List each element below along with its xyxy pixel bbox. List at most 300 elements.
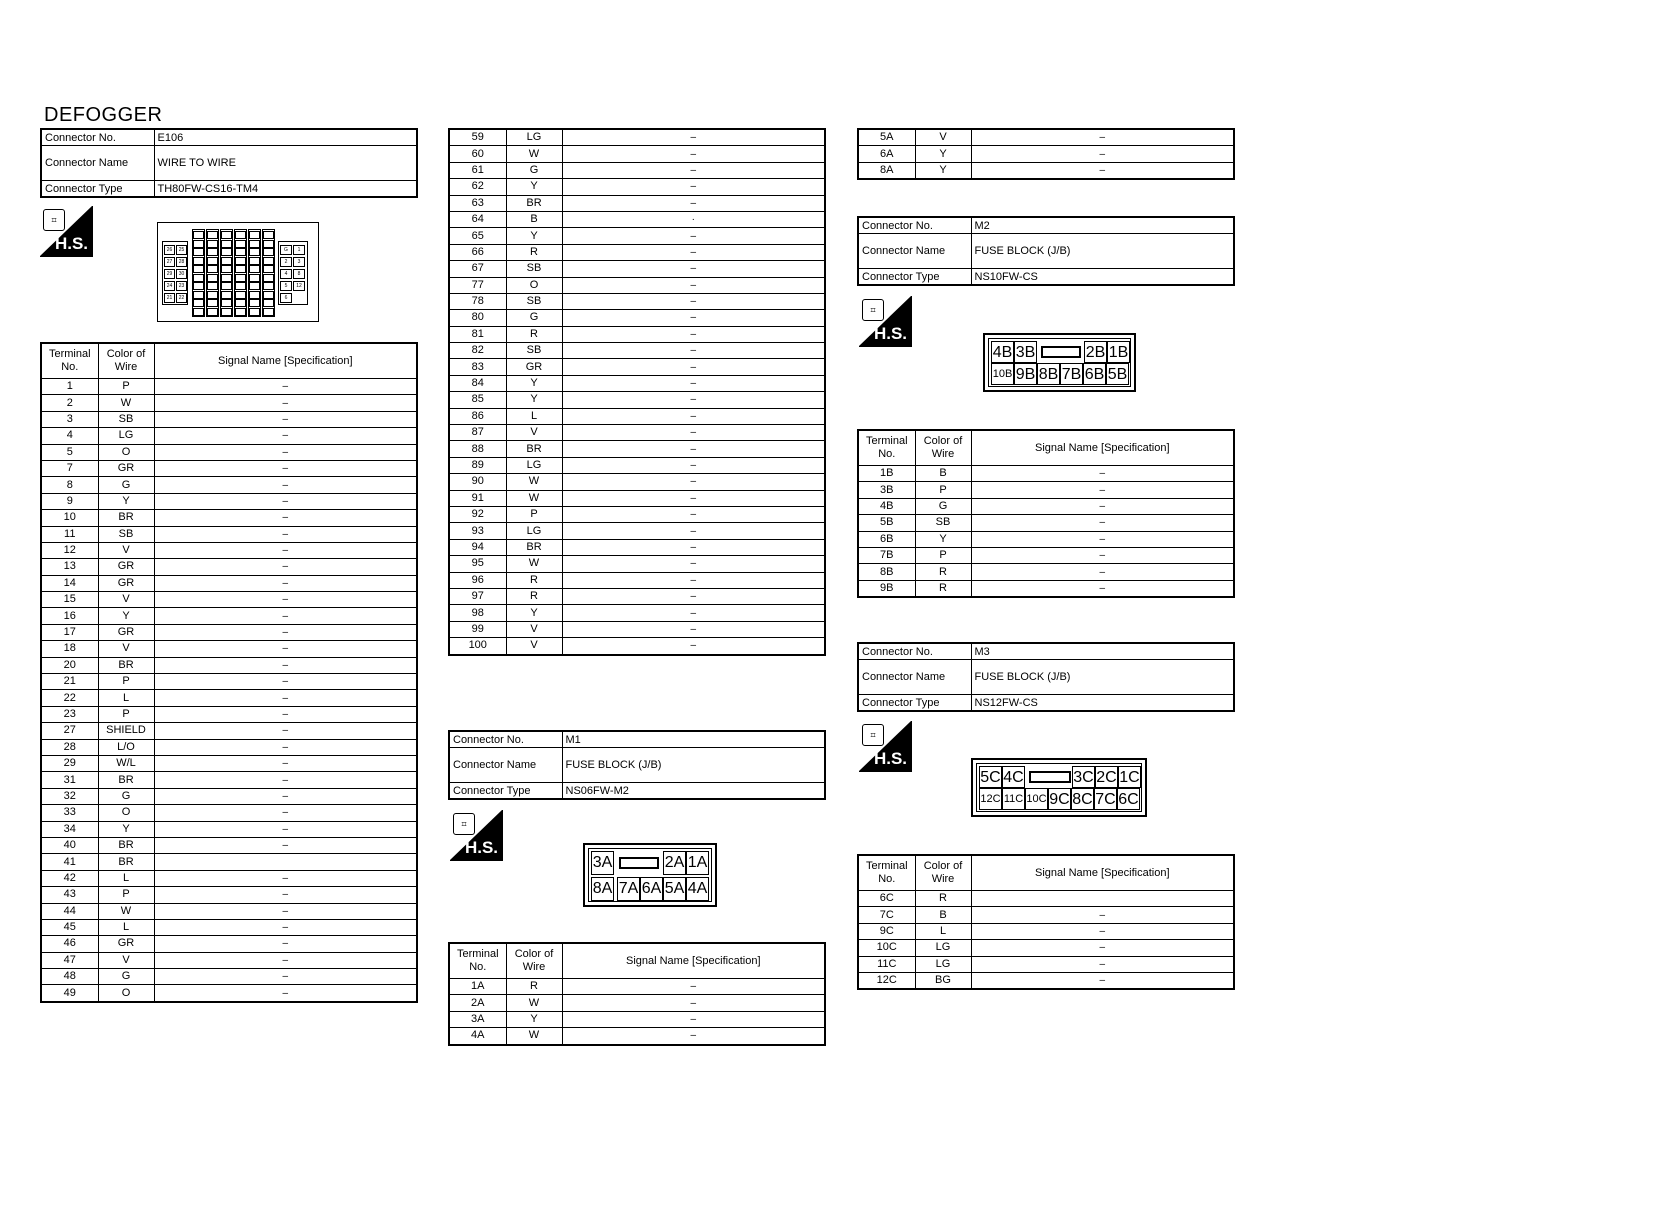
terminal-no-cell: 8B xyxy=(858,564,915,580)
signal-name-cell: – xyxy=(971,972,1234,989)
wire-color-cell: P xyxy=(98,706,154,722)
connector-pin xyxy=(207,291,218,299)
e106-connector-face xyxy=(157,222,319,322)
connector-pin: 3C xyxy=(1072,766,1095,788)
terminal-no-cell: 10 xyxy=(41,510,98,526)
table-row xyxy=(858,564,1234,580)
wire-color-cell: L xyxy=(506,408,562,424)
table-row xyxy=(449,539,825,555)
table-row xyxy=(449,244,825,260)
connector-pin: 25 xyxy=(176,245,187,255)
wire-color-cell: W xyxy=(506,995,562,1011)
connector-pin xyxy=(193,240,204,248)
table-row xyxy=(449,995,825,1011)
terminal-no-cell: 61 xyxy=(449,162,506,178)
connector-no-value: E106 xyxy=(154,129,417,146)
terminal-no-cell: 1B xyxy=(858,466,915,482)
wire-color-cell: W xyxy=(506,556,562,572)
signal-name-cell: – xyxy=(971,129,1234,146)
wire-color-cell: LG xyxy=(915,940,971,956)
table-row xyxy=(41,477,417,493)
signal-name-cell: – xyxy=(154,428,417,444)
table-row xyxy=(41,919,417,935)
table-row xyxy=(449,129,825,146)
wire-color-cell: R xyxy=(915,891,971,907)
wire-color-cell: BG xyxy=(915,972,971,989)
wire-color-cell: R xyxy=(506,244,562,260)
table-row xyxy=(41,526,417,542)
table-row xyxy=(858,498,1234,514)
wire-color-cell: O xyxy=(98,805,154,821)
connector-pin xyxy=(207,240,218,248)
wire-color-cell: V xyxy=(98,952,154,968)
signal-name-cell: – xyxy=(562,425,825,441)
table-row xyxy=(449,228,825,244)
signal-name-cell: – xyxy=(154,510,417,526)
table-row xyxy=(41,903,417,919)
connector-pin: 4B xyxy=(991,341,1014,363)
signal-name-cell: – xyxy=(562,1028,825,1045)
connector-pin: 8C xyxy=(1071,788,1094,810)
table-row xyxy=(449,343,825,359)
terminal-no-header: Terminal No. xyxy=(858,855,915,891)
wire-color-cell: R xyxy=(915,580,971,597)
table-row xyxy=(449,310,825,326)
wire-color-cell: W xyxy=(98,903,154,919)
connector-pin: 23 xyxy=(176,281,187,291)
m1-info-table xyxy=(448,730,826,800)
signal-name-cell: – xyxy=(562,343,825,359)
connector-pin: 12 xyxy=(293,281,305,291)
wire-color-cell: GR xyxy=(98,624,154,640)
table-row xyxy=(449,195,825,211)
table-row xyxy=(449,441,825,457)
connector-pin xyxy=(221,248,232,256)
connector-pin xyxy=(207,257,218,265)
signal-name-cell: – xyxy=(562,310,825,326)
terminal-no-cell: 3 xyxy=(41,411,98,427)
connector-pin: 24 xyxy=(164,281,175,291)
connector-pin xyxy=(263,257,274,265)
terminal-no-cell: 9 xyxy=(41,493,98,509)
connector-pin: 4C xyxy=(1002,766,1025,788)
wire-color-cell: G xyxy=(915,498,971,514)
table-row xyxy=(858,972,1234,989)
wire-color-cell: O xyxy=(506,277,562,293)
signal-name-cell: – xyxy=(154,788,417,804)
signal-name-cell: – xyxy=(562,1011,825,1027)
connector-pin xyxy=(249,231,260,239)
terminal-no-cell: 7 xyxy=(41,460,98,476)
terminal-no-cell: 83 xyxy=(449,359,506,375)
table-row xyxy=(449,474,825,490)
connector-pin xyxy=(235,291,246,299)
table-row xyxy=(41,739,417,755)
wire-color-cell: LG xyxy=(506,457,562,473)
connector-pin xyxy=(193,282,204,290)
signal-name-cell: – xyxy=(562,506,825,522)
signal-name-cell: – xyxy=(154,887,417,903)
wire-color-cell: V xyxy=(506,425,562,441)
terminal-no-header: Terminal No. xyxy=(449,943,506,979)
connector-pin: 30 xyxy=(176,269,187,279)
wire-color-cell: P xyxy=(506,506,562,522)
wire-color-cell: G xyxy=(506,162,562,178)
wire-color-cell: Y xyxy=(506,375,562,391)
signal-name-cell: – xyxy=(154,477,417,493)
signal-name-cell: – xyxy=(562,523,825,539)
connector-pin xyxy=(207,282,218,290)
connector-pin xyxy=(263,248,274,256)
terminal-no-cell: 6C xyxy=(858,891,915,907)
wire-color-cell: W/L xyxy=(98,755,154,771)
wire-color-cell: Y xyxy=(506,605,562,621)
connector-pin: 1C xyxy=(1118,766,1141,788)
connector-type-label: Connector Type xyxy=(449,783,562,800)
table-row xyxy=(449,375,825,391)
connector-pin xyxy=(249,308,260,316)
signal-name-cell: – xyxy=(562,162,825,178)
wire-color-cell: Y xyxy=(915,162,971,179)
wire-color-cell: P xyxy=(915,482,971,498)
wire-color-cell: GR xyxy=(98,460,154,476)
connector-no-value: M1 xyxy=(562,731,825,748)
wire-color-cell: L xyxy=(915,923,971,939)
connector-name-label: Connector Name xyxy=(858,234,971,269)
signal-name-cell: – xyxy=(154,755,417,771)
terminal-no-cell: 31 xyxy=(41,772,98,788)
signal-name-cell: – xyxy=(154,985,417,1002)
table-row xyxy=(449,979,825,995)
connector-name-label: Connector Name xyxy=(449,748,562,783)
terminal-no-cell: 62 xyxy=(449,179,506,195)
connector-pin xyxy=(235,274,246,282)
connector-pin: 1 xyxy=(293,245,305,255)
terminal-no-cell: 4 xyxy=(41,428,98,444)
terminal-no-cell: 42 xyxy=(41,870,98,886)
table-row xyxy=(41,985,417,1002)
signal-name-cell: – xyxy=(154,526,417,542)
table-row xyxy=(41,690,417,706)
signal-name-cell: – xyxy=(154,706,417,722)
wire-color-cell: GR xyxy=(506,359,562,375)
signal-name-header: Signal Name [Specification] xyxy=(562,943,825,979)
signal-name-cell: – xyxy=(154,542,417,558)
terminal-no-cell: 12 xyxy=(41,542,98,558)
table-row xyxy=(858,940,1234,956)
terminal-no-cell: 45 xyxy=(41,919,98,935)
table-row xyxy=(41,460,417,476)
signal-name-cell: – xyxy=(562,995,825,1011)
connector-pin xyxy=(249,257,260,265)
table-row xyxy=(449,1028,825,1045)
connector-pin: 2C xyxy=(1095,766,1118,788)
connector-lock-slot xyxy=(1029,771,1071,783)
wire-color-cell: V xyxy=(506,621,562,637)
table-row xyxy=(858,956,1234,972)
table-row xyxy=(858,580,1234,597)
table-row xyxy=(41,706,417,722)
connector-pin: 27 xyxy=(164,257,175,267)
wire-color-cell: G xyxy=(98,969,154,985)
signal-name-cell: – xyxy=(562,228,825,244)
connector-pin xyxy=(207,308,218,316)
table-row xyxy=(41,379,417,395)
wire-color-cell: W xyxy=(506,146,562,162)
connector-lock-slot xyxy=(619,857,659,869)
table-row xyxy=(41,510,417,526)
terminal-no-cell: 1A xyxy=(449,979,506,995)
wire-color-cell: L/O xyxy=(98,739,154,755)
table-row xyxy=(449,425,825,441)
connector-pin xyxy=(249,299,260,307)
connector-pin: 10B xyxy=(991,363,1014,385)
table-row xyxy=(449,408,825,424)
terminal-no-cell: 93 xyxy=(449,523,506,539)
terminal-no-cell: 22 xyxy=(41,690,98,706)
table-row xyxy=(41,870,417,886)
connector-pin: 2A xyxy=(663,851,686,875)
connector-pin xyxy=(235,240,246,248)
table-row xyxy=(449,523,825,539)
terminal-no-cell: 4A xyxy=(449,1028,506,1045)
terminal-no-cell: 13 xyxy=(41,559,98,575)
signal-name-cell: – xyxy=(562,457,825,473)
wire-color-cell: G xyxy=(506,310,562,326)
signal-name-cell: – xyxy=(154,674,417,690)
signal-name-cell: – xyxy=(154,379,417,395)
table-row xyxy=(41,755,417,771)
terminal-no-cell: 11C xyxy=(858,956,915,972)
m2-terminal-table xyxy=(857,429,1235,598)
signal-name-header: Signal Name [Specification] xyxy=(971,855,1234,891)
connector-pin: 5B xyxy=(1106,363,1129,385)
terminal-no-cell: 20 xyxy=(41,657,98,673)
table-row xyxy=(449,457,825,473)
terminal-no-cell: 86 xyxy=(449,408,506,424)
table-row xyxy=(858,482,1234,498)
signal-name-cell: – xyxy=(154,723,417,739)
signal-name-cell: – xyxy=(562,129,825,146)
terminal-no-cell: 49 xyxy=(41,985,98,1002)
wire-color-cell: BR xyxy=(506,539,562,555)
terminal-no-cell: 27 xyxy=(41,723,98,739)
table-row xyxy=(449,490,825,506)
wire-color-cell: Y xyxy=(98,821,154,837)
connector-pin: 4 xyxy=(280,269,292,279)
wire-color-cell: LG xyxy=(98,428,154,444)
terminal-no-cell: 95 xyxy=(449,556,506,572)
connector-pin: 2B xyxy=(1084,341,1107,363)
signal-name-cell: – xyxy=(971,940,1234,956)
wire-color-cell: BR xyxy=(98,772,154,788)
terminal-no-cell: 8A xyxy=(858,162,915,179)
connector-no-label: Connector No. xyxy=(449,731,562,748)
connector-pin: 12C xyxy=(979,788,1002,810)
connector-pin xyxy=(193,257,204,265)
connector-pin xyxy=(207,231,218,239)
wire-color-cell: LG xyxy=(506,129,562,146)
connector-pin xyxy=(207,265,218,273)
terminal-no-cell: 63 xyxy=(449,195,506,211)
connector-pin: 7C xyxy=(1094,788,1117,810)
signal-name-cell: – xyxy=(562,244,825,260)
connector-pin: 6A xyxy=(640,877,663,901)
terminal-no-cell: 64 xyxy=(449,211,506,227)
wire-color-cell: O xyxy=(98,444,154,460)
wire-color-cell: P xyxy=(98,674,154,690)
connector-pin xyxy=(193,274,204,282)
connector-pin xyxy=(249,282,260,290)
signal-name-cell: – xyxy=(971,564,1234,580)
connector-pin xyxy=(221,299,232,307)
connector-pin: 22 xyxy=(176,293,187,303)
connector-plug-icon: ⌗ xyxy=(43,209,65,231)
signal-name-cell: – xyxy=(562,474,825,490)
terminal-no-cell: 46 xyxy=(41,936,98,952)
signal-name-header: Signal Name [Specification] xyxy=(154,343,417,379)
signal-name-cell: – xyxy=(971,146,1234,162)
table-row xyxy=(41,723,417,739)
connector-pin: 6C xyxy=(1117,788,1140,810)
signal-name-cell: – xyxy=(154,903,417,919)
signal-name-cell: – xyxy=(971,956,1234,972)
connector-pin: 9C xyxy=(1048,788,1071,810)
connector-pin xyxy=(221,257,232,265)
connector-pin: 21 xyxy=(164,293,175,303)
signal-name-cell: – xyxy=(562,195,825,211)
table-row xyxy=(449,359,825,375)
terminal-no-header: Terminal No. xyxy=(41,343,98,379)
signal-name-cell: – xyxy=(562,490,825,506)
terminal-no-cell: 77 xyxy=(449,277,506,293)
signal-name-cell: – xyxy=(562,179,825,195)
signal-name-cell: – xyxy=(562,408,825,424)
connector-pin: 7B xyxy=(1060,363,1083,385)
connector-lock-slot xyxy=(1041,346,1081,358)
connector-pin xyxy=(221,240,232,248)
connector-pin xyxy=(221,265,232,273)
terminal-no-cell: 100 xyxy=(449,638,506,655)
terminal-no-cell: 44 xyxy=(41,903,98,919)
wire-color-cell: SB xyxy=(98,411,154,427)
wire-color-cell: Y xyxy=(506,392,562,408)
signal-name-cell: – xyxy=(971,907,1234,923)
connector-pin xyxy=(235,308,246,316)
connector-no-label: Connector No. xyxy=(41,129,154,146)
wire-color-cell: GR xyxy=(98,936,154,952)
terminal-no-cell: 17 xyxy=(41,624,98,640)
connector-pin: 3A xyxy=(591,851,614,875)
wire-color-cell: O xyxy=(98,985,154,1002)
table-row xyxy=(41,821,417,837)
connector-pin xyxy=(249,274,260,282)
wire-color-cell: BR xyxy=(98,510,154,526)
wire-color-cell: Y xyxy=(98,608,154,624)
table-row xyxy=(449,326,825,342)
signal-name-cell: – xyxy=(154,919,417,935)
signal-name-cell: – xyxy=(154,608,417,624)
table-row xyxy=(41,952,417,968)
terminal-no-cell: 99 xyxy=(449,621,506,637)
table-row xyxy=(858,129,1234,146)
wire-color-cell: B xyxy=(915,907,971,923)
connector-name-value: WIRE TO WIRE xyxy=(154,146,417,181)
signal-name-cell: – xyxy=(154,969,417,985)
connector-pin xyxy=(221,291,232,299)
connector-pin xyxy=(235,231,246,239)
table-row xyxy=(41,444,417,460)
wire-color-cell: P xyxy=(98,887,154,903)
m1-terminal-table xyxy=(448,942,826,1046)
signal-name-cell: – xyxy=(562,572,825,588)
table-row xyxy=(449,179,825,195)
table-row xyxy=(449,588,825,604)
table-row xyxy=(41,641,417,657)
signal-name-cell: – xyxy=(971,162,1234,179)
wire-color-cell: R xyxy=(915,564,971,580)
table-row xyxy=(41,788,417,804)
terminal-no-cell: 92 xyxy=(449,506,506,522)
connector-no-value: M2 xyxy=(971,217,1234,234)
connector-pin: 1B xyxy=(1107,341,1130,363)
terminal-no-cell: 96 xyxy=(449,572,506,588)
connector-pin xyxy=(221,282,232,290)
connector-pin xyxy=(263,240,274,248)
harness-side-icon: ⌗ H.S. xyxy=(859,721,912,772)
signal-name-cell: – xyxy=(562,392,825,408)
signal-name-cell: – xyxy=(154,821,417,837)
connector-no-label: Connector No. xyxy=(858,217,971,234)
connector-pin: 8B xyxy=(1037,363,1060,385)
terminal-no-cell: 43 xyxy=(41,887,98,903)
wire-color-cell: L xyxy=(98,870,154,886)
signal-name-cell: – xyxy=(154,952,417,968)
terminal-no-cell: 91 xyxy=(449,490,506,506)
table-row xyxy=(858,162,1234,179)
terminal-no-cell: 47 xyxy=(41,952,98,968)
connector-pin xyxy=(263,231,274,239)
wire-color-cell: SB xyxy=(506,343,562,359)
table-row xyxy=(858,515,1234,531)
table-row xyxy=(41,887,417,903)
connector-pin: 4A xyxy=(686,877,709,901)
terminal-no-cell: 1 xyxy=(41,379,98,395)
wire-color-cell: V xyxy=(98,542,154,558)
terminal-no-cell: 28 xyxy=(41,739,98,755)
connector-type-label: Connector Type xyxy=(858,269,971,286)
signal-name-cell: – xyxy=(562,539,825,555)
signal-name-cell: – xyxy=(154,690,417,706)
connector-pin: 5C xyxy=(979,766,1002,788)
table-row xyxy=(41,411,417,427)
table-row xyxy=(858,146,1234,162)
signal-name-cell: – xyxy=(154,641,417,657)
signal-name-cell: – xyxy=(971,580,1234,597)
terminal-no-cell: 8 xyxy=(41,477,98,493)
connector-pin xyxy=(263,274,274,282)
connector-pin xyxy=(193,299,204,307)
m3-connector-face xyxy=(971,758,1147,817)
terminal-no-cell: 34 xyxy=(41,821,98,837)
terminal-no-cell: 3B xyxy=(858,482,915,498)
table-row xyxy=(41,772,417,788)
terminal-no-cell: 5B xyxy=(858,515,915,531)
connector-pin xyxy=(263,282,274,290)
signal-name-cell: · xyxy=(562,211,825,227)
table-row xyxy=(449,638,825,655)
signal-name-cell: – xyxy=(154,559,417,575)
